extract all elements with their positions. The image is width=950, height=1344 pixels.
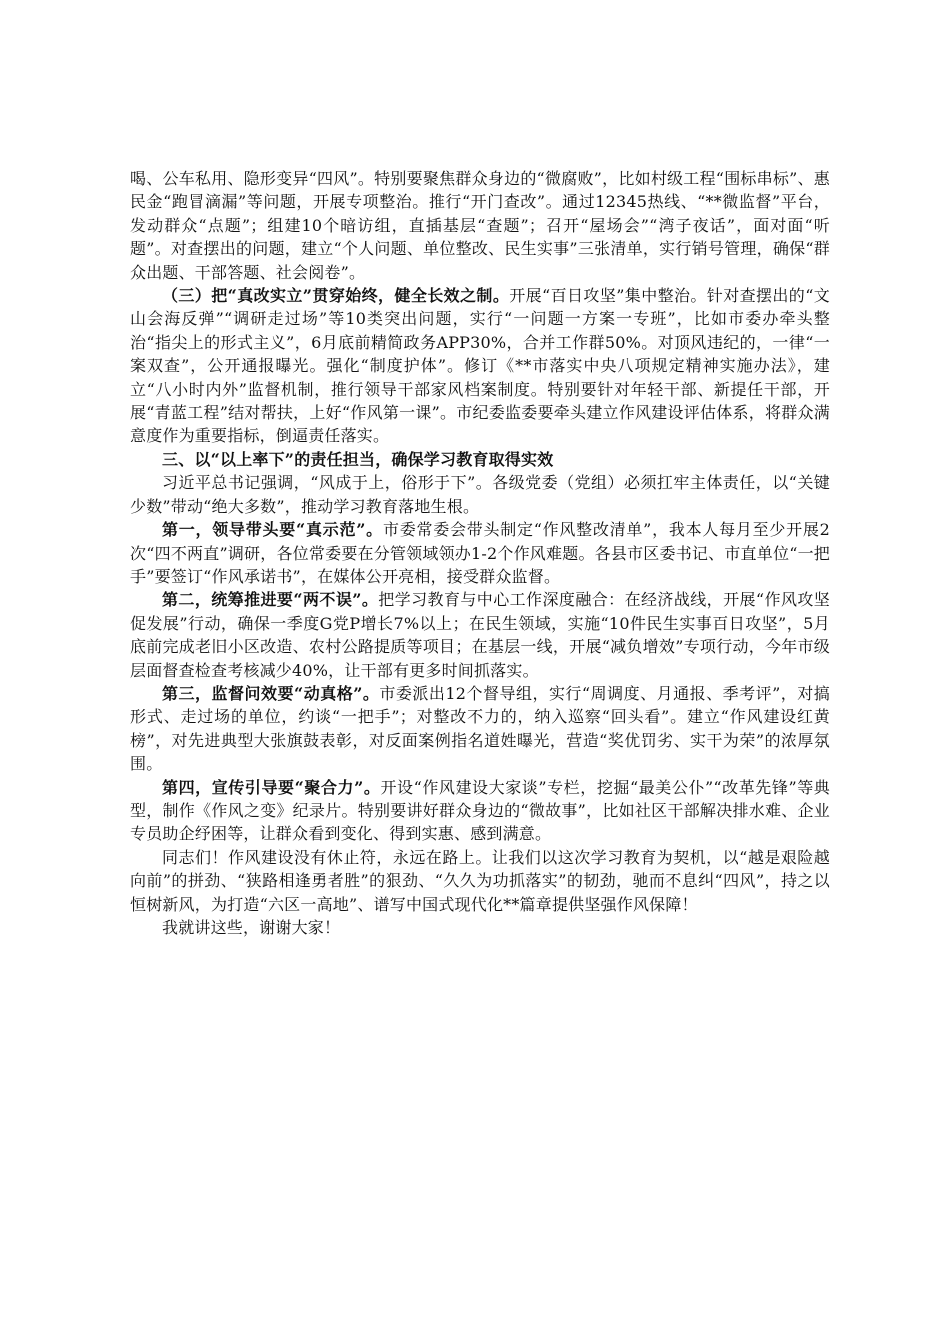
paragraph-quote [130, 471, 830, 518]
paragraph-text: 开展“百日攻坚”集中整治。针对查摆出的“文山会海反弹”“调研走过场”等10类突出问题，实行“一问题一方案一专班”，比如市委办牵头整治“指尖上的形式主义”，6月底前精简政务APP30%，合并工作群50%。对顶风违纪的，一律“一案双查”，公开通报曝光。强化“制度护体”。修订《**市落实中央八项规定精神实施办法》，建立“八小时内外”监督机制，推行领导干部家风档案制度。特别要针对年轻干部、新提任干部，开展“青蓝工程”结对帮扶，上好“作风第一课”。市纪委监委要牵头建立作风建设评估体系，将群众满意度作为重要指标，倒逼责任落实。 [130, 286, 830, 446]
paragraph-text: 开设“作风建设大家谈”专栏，挖掘“最美公仆”“改革先锋”等典型，制作《作风之变》纪录片。特别要讲好群众身边的“微故事”，比如社区干部解决排水难、企业专员助企纾困等，让群众看到变化、得到实惠、感到满意。 [130, 777, 830, 844]
paragraph-text: 把学习教育与中心工作深度融合：在经济战线，开展“作风攻坚促发展”行动，确保一季度G党P增长7%以上；在民生领域，实施“10件民生实事百日攻坚”，5月底前完成老旧小区改造、农村公路提质等项目；在基层一线，开展“减负增效”专项行动，今年市级层面督查检查考核减少40%，让干部有更多时间抓落实。 [130, 590, 830, 680]
document-body [130, 167, 830, 939]
paragraph-text: 喝、公车私用、隐形变异“四风”。特别要聚焦群众身边的“微腐败”，比如村级工程“围标串标”、惠民金“跑冒滴漏”等问题，开展专项整治。推行“开门查改”。通过12345热线、“**微监督”平台，发动群众“点题”；组建10个暗访组，直插基层“查题”；召开“屋场会”“湾子夜话”，面对面“听题”。对查摆出的问题，建立“个人问题、单位整改、民生实事”三张清单，实行销号管理，确保“群众出题、干部答题、社会阅卷”。 [130, 169, 830, 282]
paragraph-text: 同志们！作风建设没有休止符，永远在路上。让我们以这次学习教育为契机，以“越是艰险越向前”的拼劲、“狭路相逢勇者胜”的狠劲、“久久为功抓落实”的韧劲，驰而不息纠“四风”，持之以恒树新风，为打造“六区一高地”、谱写中国式现代化**篇章提供坚强作风保障！ [130, 847, 830, 914]
paragraph-thanks [130, 916, 830, 939]
paragraph-text: 市委派出12个督导组，实行“周调度、月通报、季考评”，对搞形式、走过场的单位，约谈“一把手”；对整改不力的，纳入巡察“回头看”。建立“作风建设红黄榜”，对先进典型大张旗鼓表彰，对反面案例指名道姓曝光，营造“奖优罚劣、实干为荣”的浓厚氛围。 [130, 683, 830, 774]
paragraph-lead: 第二，统筹推进要“两不误”。 [162, 590, 379, 610]
paragraph-lead: 第四，宣传引导要“聚合力”。 [162, 777, 381, 797]
paragraph-lead: 第三，监督问效要“动真格”。 [162, 683, 380, 703]
paragraph-text: 市委常委会带头制定“作风整改清单”，我本人每月至少开展2次“四不两直”调研，各位常委要在分管领域领办1-2个作风难题。各县市区委书记、市直单位“一把手”要签订“作风承诺书”，在媒体公开亮相，接受群众监督。 [130, 520, 830, 586]
paragraph-text: 习近平总书记强调，“风成于上，俗形于下”。各级党委（党组）必须扛牢主体责任，以“关键少数”带动“绝大多数”，推动学习教育落地生根。 [130, 473, 830, 516]
paragraph-fourth [130, 776, 830, 846]
paragraph-second [130, 588, 830, 682]
paragraph-continuation [130, 167, 830, 284]
paragraph-section-3 [130, 284, 830, 448]
paragraph-first [130, 518, 830, 588]
paragraph-third [130, 682, 830, 776]
paragraph-lead: （三）把“真改实立”贯穿始终，健全长效之制。 [162, 286, 510, 306]
paragraph-closing [130, 846, 830, 916]
paragraph-lead: 第一，领导带头要“真示范”。 [162, 520, 383, 540]
section-heading: 三、以“以上率下”的责任担当，确保学习教育取得实效 [162, 449, 554, 469]
paragraph-text: 我就讲这些，谢谢大家！ [162, 918, 341, 937]
